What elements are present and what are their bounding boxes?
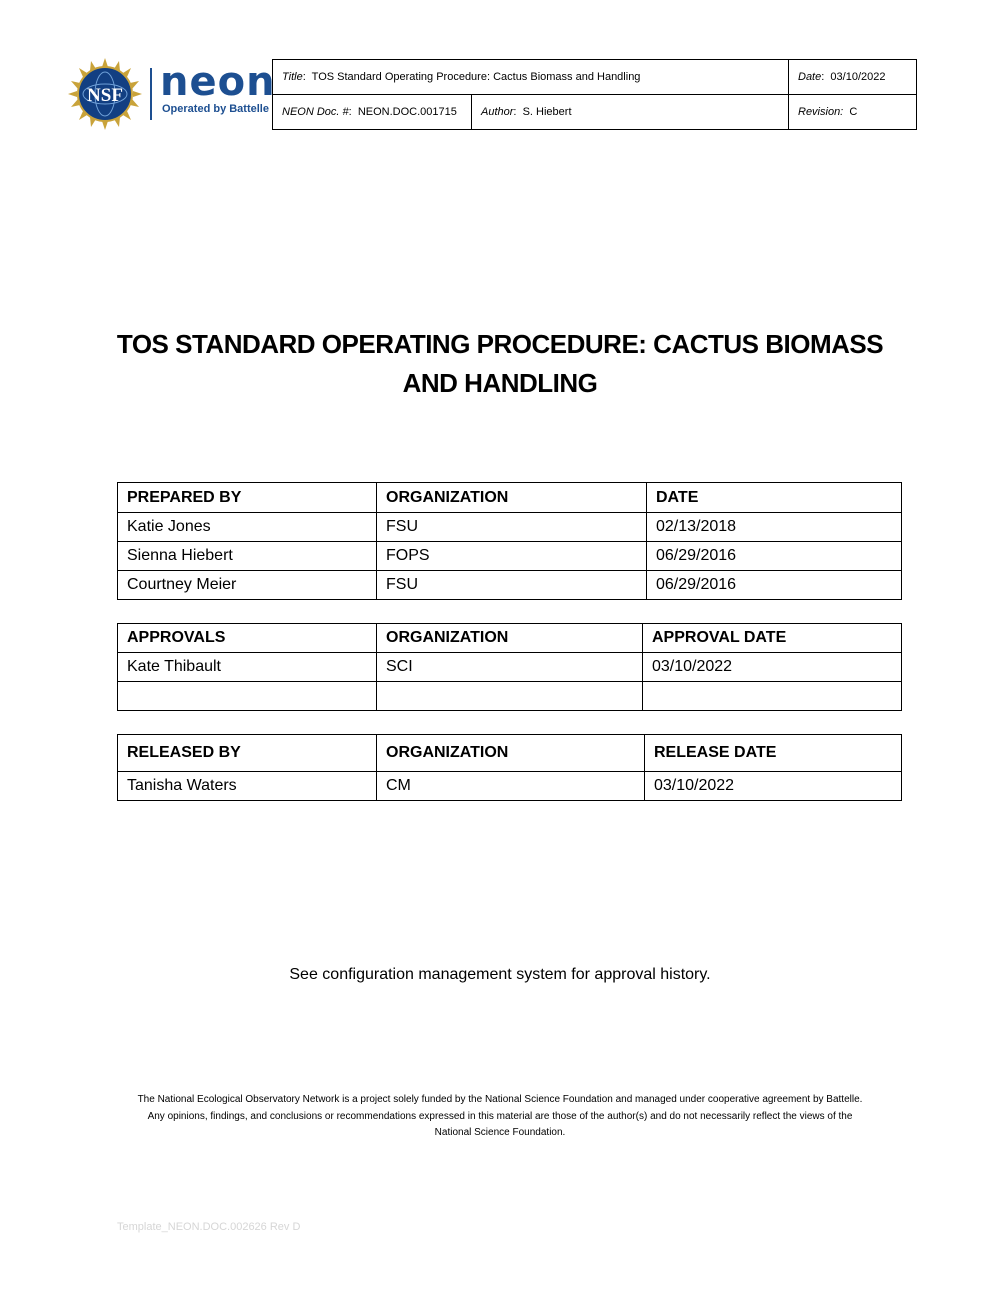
approver-organization: SCI [377, 653, 643, 682]
header-author-value: S. Hiebert [522, 106, 572, 118]
funding-disclaimer [100, 1092, 900, 1142]
disclaimer-line-3: National Science Foundation. [434, 1127, 566, 1138]
column-header: RELEASE DATE [645, 735, 902, 772]
preparer-date: 06/29/2016 [647, 571, 902, 600]
column-header: ORGANIZATION [377, 624, 643, 653]
table-row [118, 653, 902, 682]
logo-divider [150, 68, 152, 120]
document-header-table [272, 59, 917, 130]
header-date-cell: Date: 03/10/2022 [789, 60, 917, 95]
header-title-value: TOS Standard Operating Procedure: Cactus Biomass and Handling [311, 71, 641, 83]
table-header-row [118, 735, 902, 772]
preparer-name: Sienna Hiebert [118, 542, 377, 571]
neon-wordmark: neon [160, 59, 276, 105]
table-header-row [118, 624, 902, 653]
table-row [118, 772, 902, 801]
nsf-seal-icon [68, 58, 142, 130]
configuration-note: See configuration management system for approval history. [289, 966, 711, 983]
released-by-table [117, 734, 902, 801]
release-date: 03/10/2022 [645, 772, 902, 801]
header-doc-number-cell: NEON Doc. #: NEON.DOC.001715 [273, 95, 472, 130]
header-revision-value: C [849, 106, 858, 118]
template-identifier: Template_NEON.DOC.002626 Rev D [117, 1221, 301, 1233]
releaser-organization: CM [377, 772, 645, 801]
table-row [118, 682, 902, 711]
document-title-line-2: AND HANDLING [402, 368, 598, 398]
approver-name [118, 682, 377, 711]
header-date-value: 03/10/2022 [830, 71, 886, 83]
preparer-organization: FOPS [377, 542, 647, 571]
preparer-organization: FSU [377, 571, 647, 600]
approver-name: Kate Thibault [118, 653, 377, 682]
table-row [118, 542, 902, 571]
svg-text:NSF: NSF [87, 85, 123, 106]
table-header-row [118, 483, 902, 513]
header-title-cell: Title: TOS Standard Operating Procedure: Cactus Biomass and Handling [273, 60, 789, 95]
column-header: DATE [647, 483, 902, 513]
column-header: PREPARED BY [118, 483, 377, 513]
prepared-by-table [117, 482, 902, 600]
header-doc-number-value: NEON.DOC.001715 [357, 106, 457, 118]
table-row [118, 571, 902, 600]
document-title-line-1: TOS STANDARD OPERATING PROCEDURE: CACTUS BIOMASS [116, 329, 884, 359]
preparer-name: Courtney Meier [118, 571, 377, 600]
header-author-cell: Author: S. Hiebert [472, 95, 789, 130]
table-row [118, 513, 902, 542]
neon-nsf-logo [68, 58, 276, 130]
approval-date: 03/10/2022 [643, 653, 902, 682]
document-title [100, 325, 900, 403]
releaser-name: Tanisha Waters [118, 772, 377, 801]
column-header: ORGANIZATION [377, 483, 647, 513]
column-header: APPROVALS [118, 624, 377, 653]
column-header: RELEASED BY [118, 735, 377, 772]
column-header: ORGANIZATION [377, 735, 645, 772]
preparer-name: Katie Jones [118, 513, 377, 542]
disclaimer-line-2: Any opinions, findings, and conclusions or recommendations expressed in this material are those of the author(s) and do not necessarily reflect the views of the [147, 1110, 853, 1122]
approver-organization [377, 682, 643, 711]
header-revision-cell: Revision: C [789, 95, 917, 130]
operated-by-battelle: Operated by Battelle [162, 103, 269, 115]
preparer-date: 06/29/2016 [647, 542, 902, 571]
disclaimer-line-1: The National Ecological Observatory Network is a project solely funded by the National Science Foundation and managed under cooperative agreement by Battelle. [137, 1094, 863, 1105]
column-header: APPROVAL DATE [643, 624, 902, 653]
approvals-table [117, 623, 902, 711]
preparer-date: 02/13/2018 [647, 513, 902, 542]
preparer-organization: FSU [377, 513, 647, 542]
approval-date [643, 682, 902, 711]
